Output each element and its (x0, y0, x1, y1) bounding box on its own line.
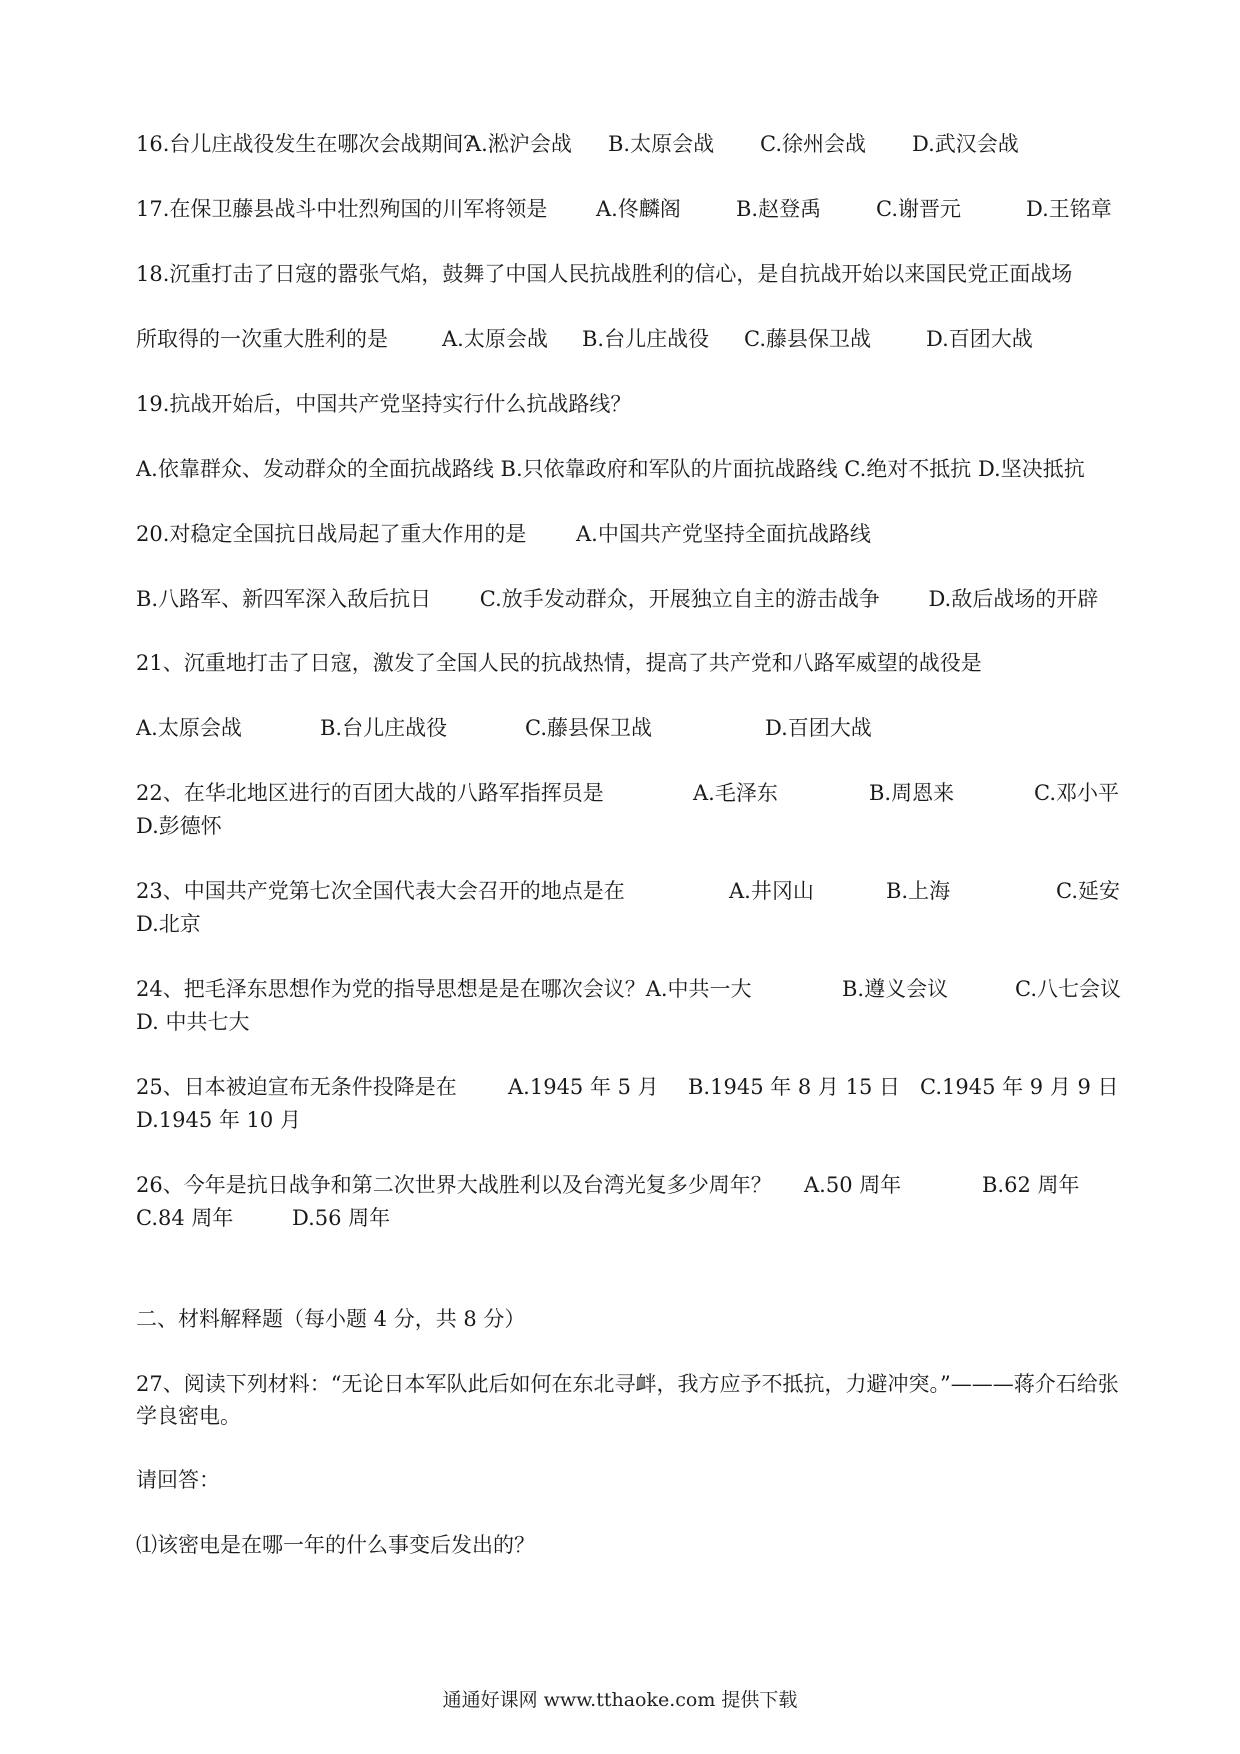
q22-option-d: D.彭德怀 (136, 814, 222, 838)
question-20 (136, 518, 1122, 551)
q25-option-d: D.1945 年 10 月 (136, 1108, 301, 1132)
q18-option-c: C.藤县保卫战 (744, 327, 871, 351)
q24-option-d: D. 中共七大 (136, 1010, 250, 1034)
question-27-prompt: 请回答： (136, 1468, 220, 1492)
question-26 (136, 1169, 1122, 1202)
question-17 (136, 193, 1122, 226)
q22-option-b: B.周恩来 (869, 781, 955, 805)
q16-stem: 16.台儿庄战役发生在哪次会战期间？ (136, 132, 485, 156)
q26-option-a: A.50 周年 (804, 1173, 902, 1197)
q26-option-c: C.84 周年 (136, 1206, 234, 1230)
q21-option-c: C.藤县保卫战 (525, 716, 652, 740)
q24-stem: 24、把毛泽东思想作为党的指导思想是是在哪次会议？A.中共一大 (136, 977, 752, 1001)
section-2-heading: 二、材料解释题（每小题 4 分，共 8 分） (136, 1307, 526, 1331)
question-27-sub-1: ⑴该密电是在哪一年的什么事变后发出的？ (136, 1533, 535, 1557)
q21-stem: 21、沉重地打击了日寇，激发了全国人民的抗战热情，提高了共产党和八路军威望的战役是 (136, 651, 982, 675)
question-16 (136, 128, 1122, 161)
q21-option-a: A.太原会战 (136, 716, 242, 740)
question-25 (136, 1071, 1122, 1104)
question-26-options-2 (136, 1202, 1122, 1235)
q26-stem: 26、今年是抗日战争和第二次世界大战胜利以及台湾光复多少周年？ (136, 1173, 772, 1197)
q25-stem: 25、日本被迫宣布无条件投降是在 (136, 1075, 457, 1099)
q20-stem: 20.对稳定全国抗日战局起了重大作用的是 (136, 522, 527, 546)
q18-stem-line2: 所取得的一次重大胜利的是 (136, 327, 388, 351)
q18-option-a: A.太原会战 (442, 327, 548, 351)
question-21-options (136, 712, 1122, 745)
question-23 (136, 875, 1122, 908)
q26-option-b: B.62 周年 (982, 1173, 1080, 1197)
q24-option-c: C.八七会议 (1015, 977, 1121, 1001)
q25-option-c: C.1945 年 9 月 9 日 (920, 1075, 1119, 1099)
q17-option-d: D.王铭章 (1026, 197, 1112, 221)
q19-options: A.依靠群众、发动群众的全面抗战路线 B.只依靠政府和军队的片面抗战路线 C.绝对不抵抗 D.坚决抵抗 (136, 457, 1085, 481)
q21-option-b: B.台儿庄战役 (320, 716, 448, 740)
q18-option-b: B.台儿庄战役 (582, 327, 710, 351)
document-content (136, 128, 1122, 1562)
q25-option-a: A.1945 年 5 月 (508, 1075, 659, 1099)
q17-stem: 17.在保卫藤县战斗中壮烈殉国的川军将领是 (136, 197, 548, 221)
q17-option-a: A.佟麟阁 (596, 197, 681, 221)
q16-option-c: C.徐州会战 (760, 132, 866, 156)
q25-option-b: B.1945 年 8 月 15 日 (688, 1075, 901, 1099)
page-footer: 通通好课网 www.tthaoke.com 提供下载 (442, 1689, 798, 1711)
q16-option-a: A.淞沪会战 (466, 132, 572, 156)
q22-stem: 22、在华北地区进行的百团大战的八路军指挥员是 (136, 781, 604, 805)
q21-option-d: D.百团大战 (765, 716, 872, 740)
question-27-material: 27、阅读下列材料：“无论日本军队此后如何在东北寻衅，我方应予不抵抗，力避冲突。”———蒋介石给张学良密电。 (136, 1372, 1119, 1428)
question-24 (136, 973, 1122, 1006)
q22-option-a: A.毛泽东 (693, 781, 778, 805)
q18-option-d: D.百团大战 (926, 327, 1033, 351)
q23-option-a: A.井冈山 (729, 879, 814, 903)
q16-option-d: D.武汉会战 (912, 132, 1019, 156)
q20-options: B.八路军、新四军深入敌后抗日 C.放手发动群众，开展独立自主的游击战争 D.敌后战场的开辟 (136, 587, 1099, 611)
q22-option-c: C.邓小平 (1034, 781, 1119, 805)
q26-option-d: D.56 周年 (292, 1206, 391, 1230)
question-22 (136, 777, 1122, 810)
q23-stem: 23、中国共产党第七次全国代表大会召开的地点是在 (136, 879, 625, 903)
q24-option-b: B.遵义会议 (842, 977, 949, 1001)
q18-stem-line1: 18.沉重打击了日寇的嚣张气焰，鼓舞了中国人民抗战胜利的信心，是自抗战开始以来国民党正面战场 (136, 262, 1073, 286)
q17-option-c: C.谢晋元 (876, 197, 961, 221)
q17-option-b: B.赵登禹 (736, 197, 822, 221)
q23-option-c: C.延安 (1056, 879, 1120, 903)
q23-option-d: D.北京 (136, 912, 201, 936)
question-18-options (136, 323, 1122, 356)
q19-stem: 19.抗战开始后，中国共产党坚持实行什么抗战路线？ (136, 392, 632, 416)
q20-option-a: A.中国共产党坚持全面抗战路线 (576, 522, 871, 546)
q16-option-b: B.太原会战 (608, 132, 715, 156)
q23-option-b: B.上海 (886, 879, 951, 903)
